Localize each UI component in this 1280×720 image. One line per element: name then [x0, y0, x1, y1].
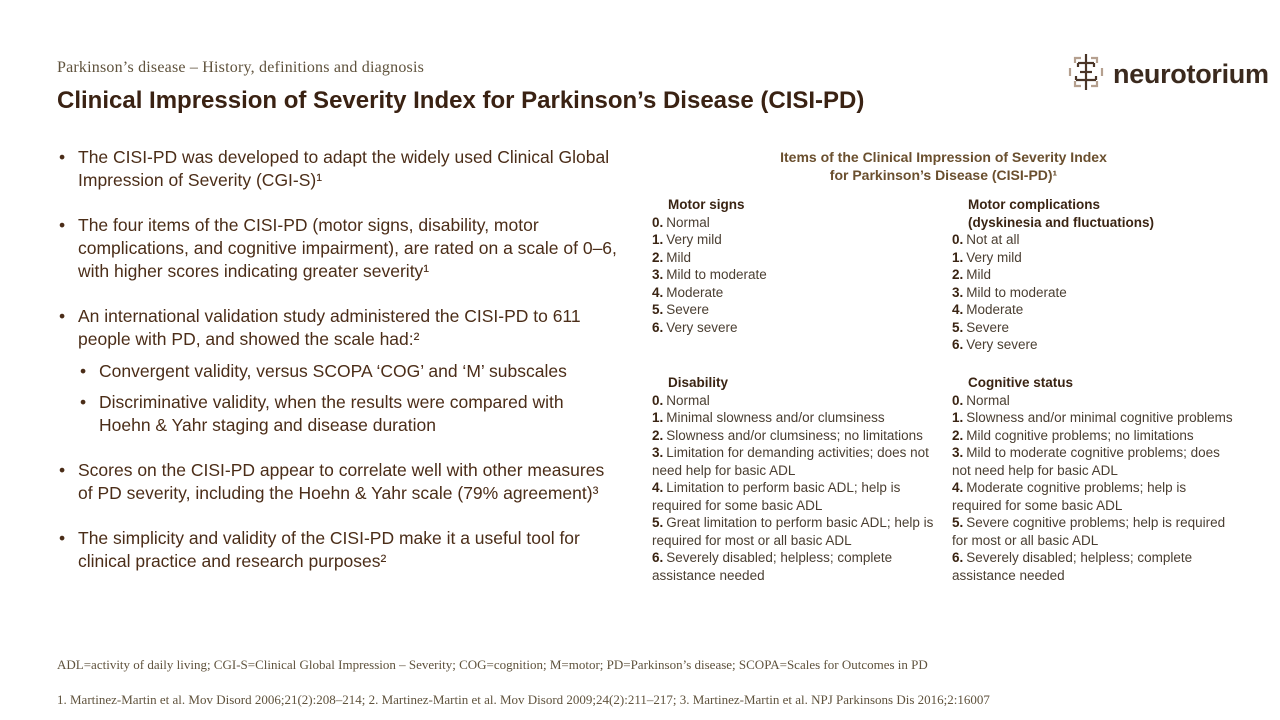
scale-item: [952, 249, 1235, 267]
bullet-item: • The simplicity and validity of the CISI-PD make it a useful tool for clinical practice and research purposes²: [57, 527, 617, 573]
logo-text: neurotorium: [1113, 59, 1269, 89]
scale-item-number: 4.: [952, 302, 964, 317]
scale-item: [952, 514, 1235, 549]
bullet-item: • Scores on the CISI-PD appear to correlate well with other measures of PD severity, including the Hoehn & Yahr scale (79% agreement)³: [57, 459, 617, 505]
scale-item-text: Severe: [666, 302, 710, 317]
scale-item-number: 3.: [952, 445, 964, 460]
scale-item-number: 4.: [652, 284, 664, 300]
scale-item: [952, 427, 1235, 445]
scale-item-number: 0.: [652, 214, 664, 230]
scale-item: [952, 479, 1235, 514]
references-footnote: 1. Martinez-Martin et al. Mov Disord 2006;21(2):208–214; 2. Martinez-Martin et al. Mov Disord 2009;24(2):211–217; 3. Martinez-Martin et al. NPJ Parkinsons Dis 2016;2:16007: [57, 692, 990, 707]
neurotorium-logo: [1066, 52, 1269, 97]
scale-item-text: Great limitation to perform basic ADL; help is required for most or all basic ADL: [652, 515, 934, 548]
section-heading: Motor signs: [668, 197, 745, 212]
scale-item-number: 6.: [952, 550, 964, 565]
scale-item-number: 2.: [952, 267, 964, 282]
scale-item: [952, 549, 1235, 584]
scale-item-text: Very mild: [666, 232, 722, 247]
scale-item-text: Severe: [966, 319, 1010, 335]
bullet-list: [57, 146, 617, 595]
scale-item: [652, 319, 935, 337]
scale-item: [952, 336, 1235, 354]
scale-item-number: 5.: [652, 302, 664, 317]
scale-item-number: 2.: [652, 427, 664, 443]
scale-item-text: Very severe: [666, 319, 738, 335]
scale-section: [652, 374, 935, 584]
scale-item: [952, 392, 1235, 410]
scale-item: [652, 214, 935, 232]
cisi-pd-items-panel: [652, 148, 1235, 584]
scale-item-text: Normal: [666, 214, 710, 230]
scale-item-text: Mild cognitive problems; no limitations: [966, 427, 1194, 443]
panel-title: [652, 148, 1235, 184]
scale-item-text: Limitation for demanding activities; does not need help for basic ADL: [652, 445, 929, 478]
neurotorium-logo-icon: [1066, 52, 1106, 97]
scale-item: [652, 284, 935, 302]
scale-item-number: 3.: [952, 284, 964, 300]
scale-item: [652, 549, 935, 584]
scale-item-text: Severe cognitive problems; help is required for most or all basic ADL: [952, 515, 1226, 548]
scale-item: [952, 266, 1235, 284]
scale-item: [652, 266, 935, 284]
scale-item-number: 3.: [652, 445, 664, 460]
scale-item: [652, 392, 935, 410]
scale-item: [652, 444, 935, 479]
scale-item-text: Mild: [666, 249, 692, 265]
scale-item-text: Slowness and/or minimal cognitive problems: [966, 410, 1233, 425]
scale-item-text: Moderate: [966, 302, 1024, 317]
bullet-item: • The CISI-PD was developed to adapt the widely used Clinical Global Impression of Severity (CGI-S)¹: [57, 146, 617, 192]
scale-item-number: 0.: [652, 392, 664, 408]
scale-item: [652, 479, 935, 514]
scale-item: [952, 301, 1235, 319]
scale-item-text: Slowness and/or clumsiness; no limitations: [666, 427, 923, 443]
scale-item-text: Moderate cognitive problems; help is required for some basic ADL: [952, 480, 1187, 513]
scale-item-number: 3.: [652, 267, 664, 282]
scale-item: [652, 249, 935, 267]
scale-item-number: 5.: [952, 319, 964, 335]
scale-item-number: 2.: [652, 249, 664, 265]
section-heading: Disability: [668, 375, 729, 390]
sub-bullet-item: • Convergent validity, versus SCOPA ‘COG’ and ‘M’ subscales: [78, 360, 617, 383]
scale-section: [952, 374, 1235, 584]
sub-bullet-item: • Discriminative validity, when the results were compared with Hoehn & Yahr staging and disease duration: [78, 391, 617, 437]
scale-item-text: Normal: [966, 392, 1010, 408]
scale-item-text: Moderate: [666, 284, 724, 300]
scale-item-text: Not at all: [966, 232, 1020, 247]
scale-item-number: 1.: [952, 410, 964, 425]
scale-item-number: 1.: [652, 410, 664, 425]
scale-item: [652, 427, 935, 445]
scale-item: [652, 409, 935, 427]
scale-item-text: Severely disabled; helpless; complete assistance needed: [652, 550, 893, 583]
scale-item-text: Normal: [666, 392, 710, 408]
section-heading: Motor complications: [968, 197, 1101, 212]
scale-item-number: 0.: [952, 392, 964, 408]
scale-item-number: 6.: [652, 550, 664, 565]
scale-item: [652, 231, 935, 249]
kicker: Parkinson’s disease – History, definitions and diagnosis: [57, 59, 425, 76]
scale-item: [952, 409, 1235, 427]
scale-item-text: Minimal slowness and/or clumsiness: [666, 410, 885, 425]
panel-title-line1: Items of the Clinical Impression of Severity Index: [780, 149, 1107, 165]
abbreviations-footnote: ADL=activity of daily living; CGI-S=Clinical Global Impression – Severity; COG=cognition; M=motor; PD=Parkinson’s disease; SCOPA=Scales for Outcomes in PD: [57, 657, 928, 672]
scale-item-number: 5.: [952, 515, 964, 530]
scale-item-number: 6.: [952, 337, 964, 352]
scale-item: [952, 231, 1235, 249]
scale-item-number: 6.: [652, 319, 664, 335]
scale-section: [652, 196, 935, 374]
scale-item-number: 1.: [652, 232, 664, 247]
scale-item-text: Very severe: [966, 337, 1038, 352]
scale-item-text: Mild: [966, 267, 992, 282]
scale-section: [952, 196, 1235, 374]
scale-item-text: Limitation to perform basic ADL; help is required for some basic ADL: [652, 480, 901, 513]
section-heading: Cognitive status: [968, 375, 1074, 390]
bullet-item: • An international validation study administered the CISI-PD to 611 people with PD, and showed the scale had:²: [57, 305, 617, 351]
panel-grid: [652, 196, 1235, 584]
scale-item: [952, 319, 1235, 337]
scale-item: [952, 284, 1235, 302]
scale-item: [952, 444, 1235, 479]
section-heading-line2: (dyskinesia and fluctuations): [968, 214, 1155, 230]
panel-title-line2: for Parkinson’s Disease (CISI-PD)¹: [829, 167, 1058, 183]
scale-item-number: 4.: [652, 480, 664, 495]
bullet-item: • The four items of the CISI-PD (motor signs, disability, motor complications, and cognitive impairment), are rated on a scale of 0–6, with higher scores indicating greater severity¹: [57, 214, 617, 283]
scale-item-text: Very mild: [966, 249, 1022, 265]
scale-item-text: Mild to moderate: [666, 267, 767, 282]
scale-item-number: 5.: [652, 515, 664, 530]
scale-item-text: Severely disabled; helpless; complete assistance needed: [952, 550, 1193, 583]
scale-item-text: Mild to moderate: [966, 284, 1067, 300]
scale-item-number: 2.: [952, 427, 964, 443]
scale-item-text: Mild to moderate cognitive problems; does not need help for basic ADL: [952, 445, 1220, 478]
scale-item-number: 0.: [952, 232, 964, 247]
scale-item: [652, 301, 935, 319]
scale-item-number: 4.: [952, 480, 964, 495]
page-title: Clinical Impression of Severity Index for Parkinson’s Disease (CISI-PD): [57, 87, 865, 114]
scale-item-number: 1.: [952, 249, 964, 265]
scale-item: [652, 514, 935, 549]
